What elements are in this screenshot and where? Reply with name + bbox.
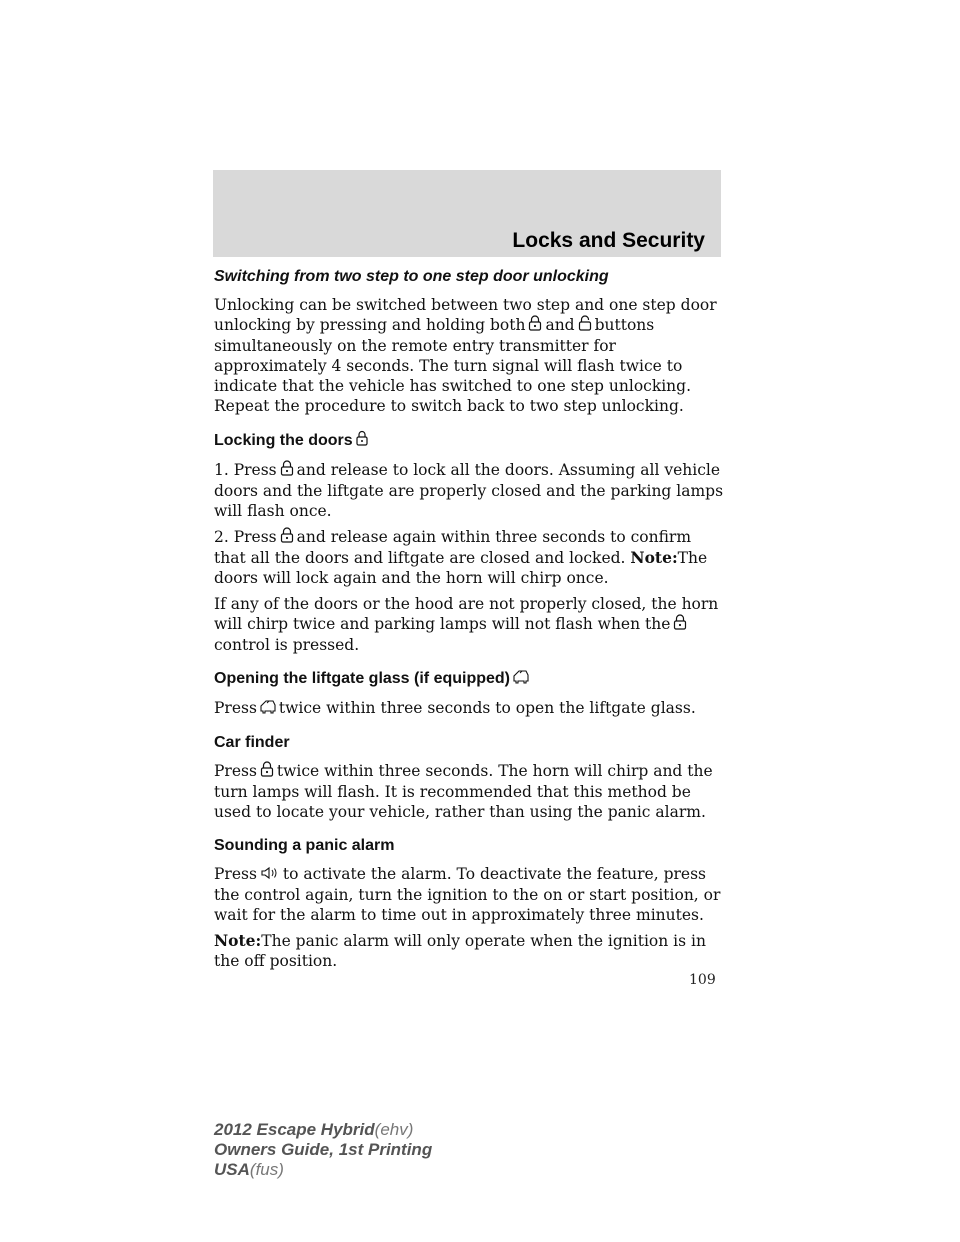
lock-icon	[280, 460, 294, 481]
two-step-heading: Switching from two step to one step door unlocking	[214, 268, 609, 285]
locking-warning: If any of the doors or the hood are not properly closed, the horn will chirp twice and parking lamps will not flash when thecontrol is pressed.	[214, 595, 719, 654]
locking-heading: Locking the doors	[214, 430, 724, 452]
footer-line-1: 2012 Escape Hybrid(ehv)	[214, 1120, 414, 1139]
lock-icon	[280, 527, 294, 548]
two-step-paragraph: Unlocking can be switched between two step and one step door unlocking by pressing and holding both and buttons simultaneously on the remote entry transmitter for approximately 4 seconds. The turn signal will flash twice to indicate that the vehicle has switched to one step unlocking. Repeat the procedure to switch back to two step unlocking.	[214, 296, 717, 415]
panic-heading: Sounding a panic alarm	[214, 837, 395, 854]
panic-icon	[260, 865, 280, 885]
section-header-band	[213, 170, 721, 257]
document-footer	[214, 1120, 432, 1180]
footer-line-2: Owners Guide, 1st Printing	[214, 1140, 433, 1159]
panic-paragraph: Press to activate the alarm. To deactivate the feature, press the control again, turn the ignition to the on or start position, or wait for the alarm to time out in approximately three minutes.	[214, 865, 721, 924]
footer-line-3: USA(fus)	[214, 1160, 284, 1179]
car-finder-paragraph: Press twice within three seconds. The horn will chirp and the turn lamps will flash. It is recommended that this method be used to locate your vehicle, rather than using the panic alarm.	[214, 762, 713, 821]
lock-icon	[673, 614, 687, 635]
liftgate-icon	[260, 699, 276, 719]
lock-icon	[260, 761, 274, 782]
liftgate-icon	[513, 670, 529, 690]
unlock-icon	[578, 315, 592, 336]
liftgate-heading: Opening the liftgate glass (if equipped)	[214, 669, 724, 690]
liftgate-paragraph: Press twice within three seconds to open the liftgate glass.	[214, 699, 696, 717]
locking-step-1: 1. Press and release to lock all the doors. Assuming all vehicle doors and the liftgate are properly closed and the parking lamps will flash once.	[214, 461, 724, 520]
lock-icon	[528, 315, 542, 336]
section-title: Locks and Security	[512, 229, 705, 252]
page-content	[214, 267, 724, 977]
car-finder-heading: Car finder	[214, 734, 290, 751]
lock-icon	[356, 430, 368, 452]
locking-step-2: 2. Press and release again within three seconds to confirm that all the doors and liftgate are closed and locked. Note:The doors will lock again and the horn will chirp once.	[214, 528, 708, 587]
panic-note: Note:The panic alarm will only operate when the ignition is in the off position.	[214, 931, 706, 970]
page-number: 109	[689, 972, 716, 988]
